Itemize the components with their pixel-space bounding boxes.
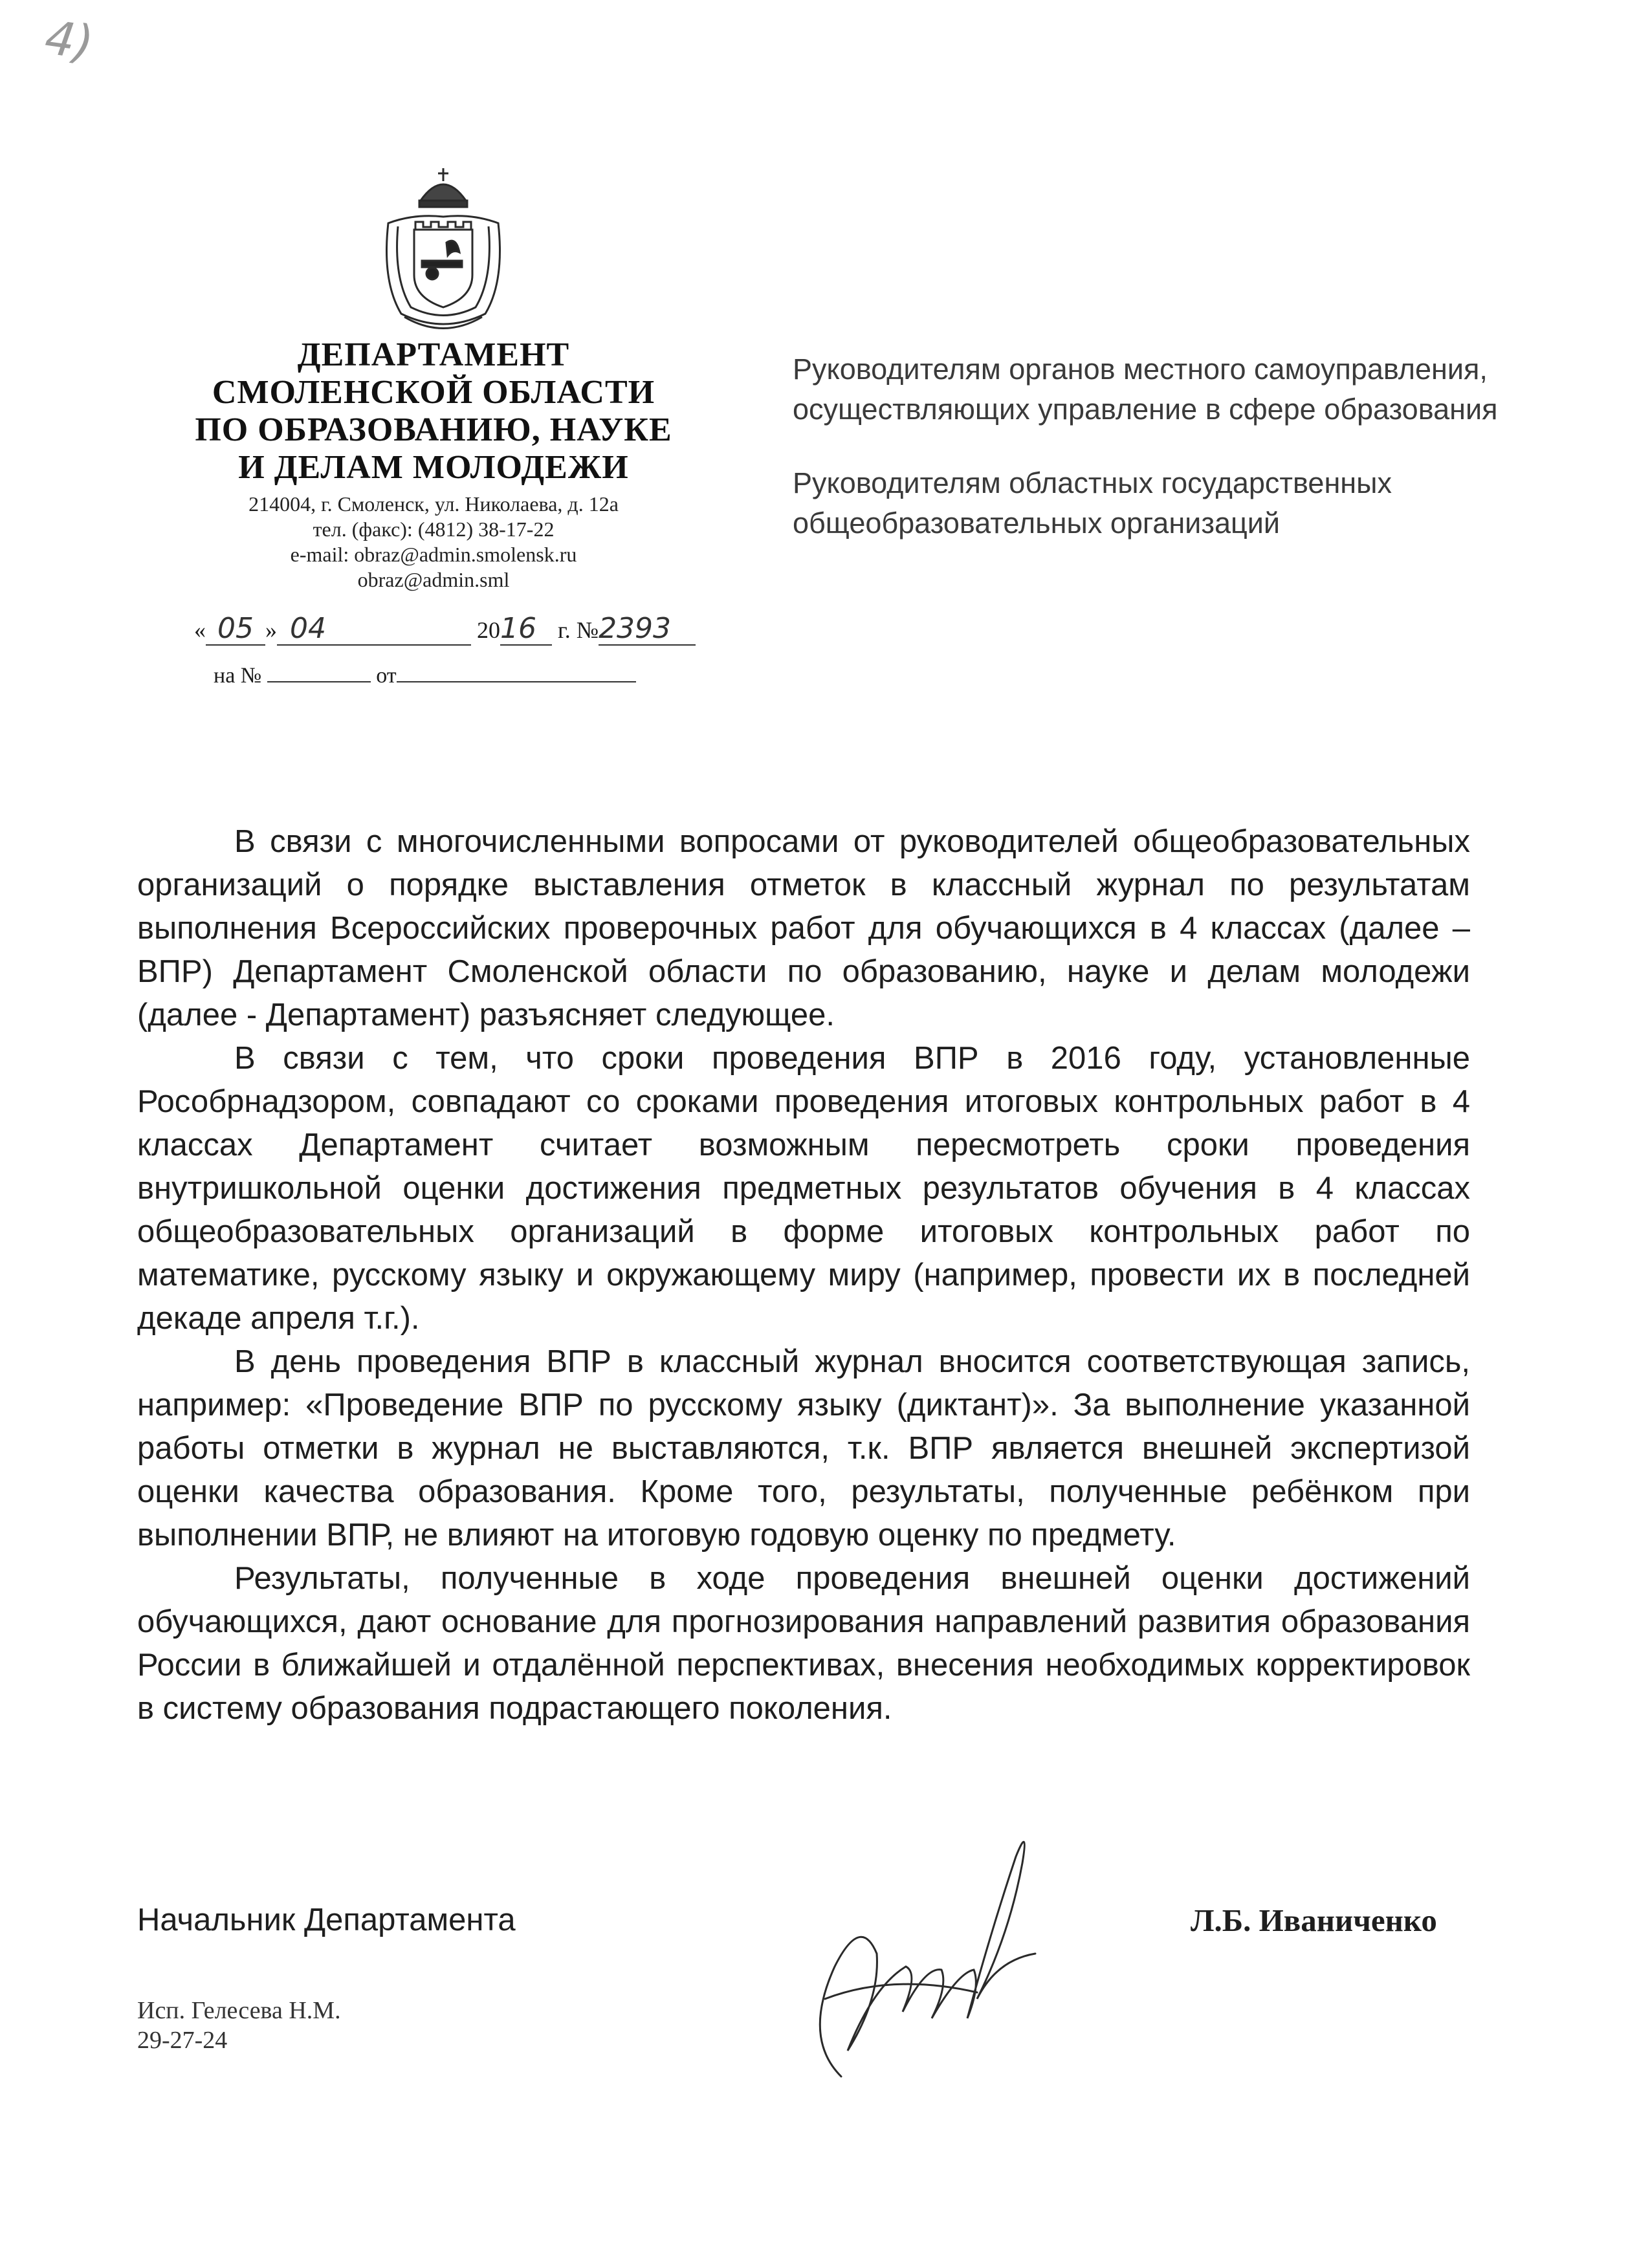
- date-month: 04: [290, 612, 326, 645]
- quote-close: »: [265, 617, 277, 643]
- body-paragraph: В связи с многочисленными вопросами от руководителей общеобразовательных организаций о порядке выставления отметок в классный журнал по результатам выполнения Всероссийских проверочных работ для обучающихся в 4 классах (далее – ВПР) Департамент Смоленской области по образованию, науке и делам молодежи (далее - Департамент) разъясняет следующее.: [137, 824, 1470, 1032]
- executor-block: [137, 1996, 341, 2055]
- signatory-title: Начальник Департамента: [137, 1903, 516, 1937]
- quote-open: «: [194, 617, 206, 643]
- sender-email-alt: obraz@admin.sml: [357, 568, 510, 591]
- date-number-line: [194, 612, 699, 646]
- date-day: 05: [217, 612, 254, 645]
- date-year-prefix: 20: [477, 617, 500, 643]
- date-year-suffix: 16: [500, 612, 536, 645]
- reference-date-label: от: [376, 664, 397, 688]
- sender-address: 214004, г. Смоленск, ул. Николаева, д. 12а: [248, 492, 619, 516]
- sender-email: e-mail: obraz@admin.smolensk.ru: [290, 543, 577, 566]
- page-mark: 4): [41, 10, 97, 71]
- body-paragraph: В связи с тем, что сроки проведения ВПР в 2016 году, установленные Рособрнадзором, совпадают со сроками проведения итоговых контрольных работ в 4 классах Департамент считает возможным пересмотреть сроки проведения внутришкольной оценки достижения предметных результатов обучения в 4 классах общеобразовательных организаций в форме итоговых контрольных работ по математике, русскому языку и окружающему миру (например, провести их в последней декаде апреля т.г.).: [137, 1041, 1470, 1336]
- sender-phone: тел. (факс): (4812) 38-17-22: [313, 518, 555, 541]
- signature-icon: [764, 1805, 1068, 2083]
- department-name-line: ПО ОБРАЗОВАНИЮ, НАУКЕ: [195, 411, 672, 448]
- sender-block: [136, 336, 731, 593]
- addressee-block: [793, 349, 1569, 577]
- addressee-item: Руководителям областных государственных общеобразовательных организаций: [793, 466, 1392, 540]
- executor-name: Исп. Гелесева Н.М.: [137, 1997, 341, 2024]
- department-name-line: ДЕПАРТАМЕНТ: [297, 336, 570, 373]
- document-number: 2393: [599, 612, 672, 645]
- coat-of-arms-icon: [375, 165, 511, 336]
- signatory-name: Л.Б. Иваниченко: [1191, 1903, 1437, 1938]
- body-paragraph: Результаты, полученные в ходе проведения внешней оценки достижений обучающихся, дают основание для прогнозирования направлений развития образования России в ближайшей и отдалённой перспективах, внесения необходимых корректировок в систему образования подрастающего поколения.: [137, 1561, 1470, 1726]
- department-name-line: И ДЕЛАМ МОЛОДЕЖИ: [238, 449, 629, 486]
- addressee-item: Руководителям органов местного самоуправления, осуществляющих управление в сфере образования: [793, 353, 1498, 426]
- letter-body: [137, 820, 1470, 1730]
- document-number-label: г. №: [558, 617, 599, 643]
- body-paragraph: В день проведения ВПР в классный журнал вносится соответствующая запись, например: «Проведение ВПР по русскому языку (диктант)». За выполнение указанной работы отметки в журнал не выставляются, т.к. ВПР является внешней экспертизой оценки качества образования. Кроме того, результаты, полученные ребёнком при выполнении ВПР, не влияют на итоговую годовую оценку по предмету.: [137, 1344, 1470, 1553]
- department-name: [136, 336, 731, 486]
- executor-phone: 29-27-24: [137, 2027, 228, 2054]
- reference-number-label: на №: [214, 664, 262, 688]
- department-name-line: СМОЛЕНСКОЙ ОБЛАСТИ: [212, 374, 655, 411]
- reference-line: [214, 663, 636, 689]
